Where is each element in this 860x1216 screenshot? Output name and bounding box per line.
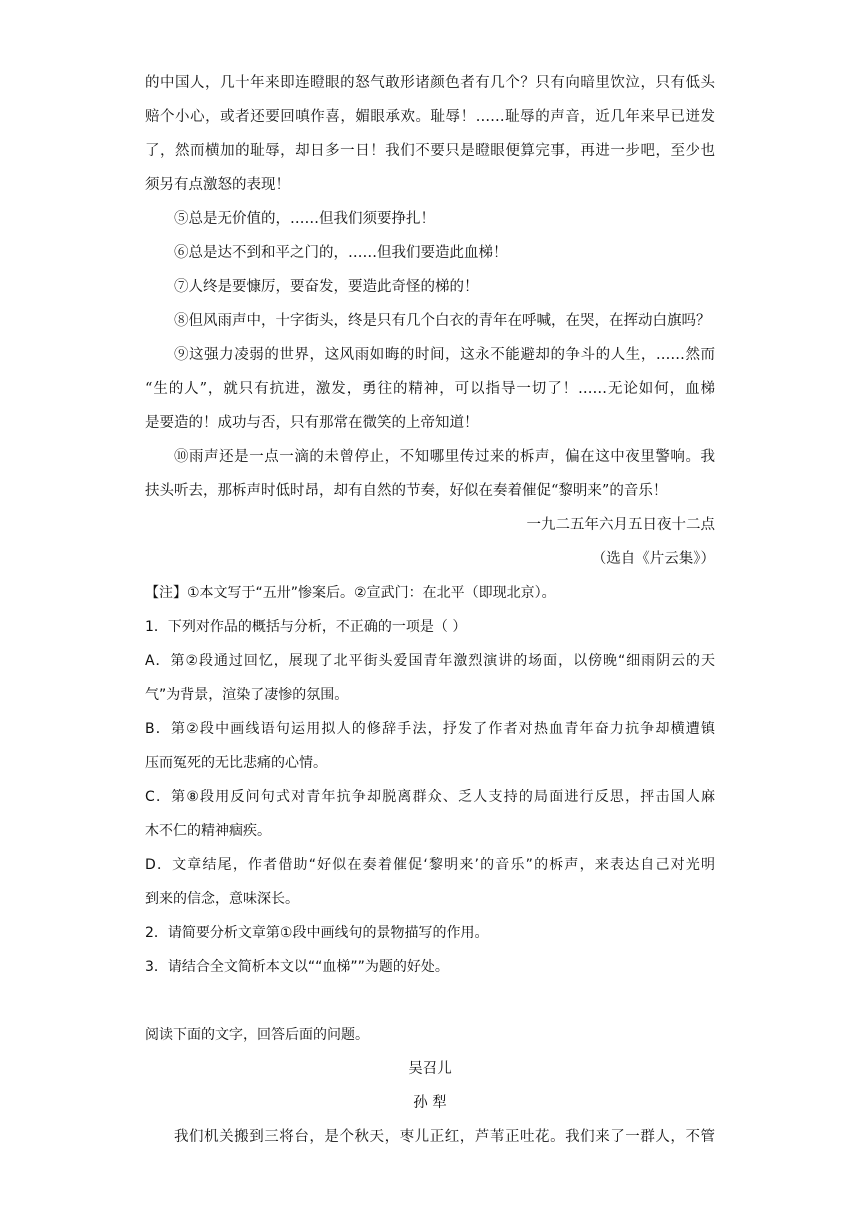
essay-date: 一九二五年六月五日夜十二点 <box>526 517 715 533</box>
document-page <box>145 66 715 1154</box>
story-title: 吴召儿 <box>408 1061 452 1077</box>
paragraph-10-line-1: ⑩雨声还是一点一滴的未曾停止，不知哪里传过来的柝声，偏在这中夜里警响。我 <box>174 449 715 465</box>
paragraph-9-line-2: “生的人”，就只有抗进，激发，勇往的精神，可以指导一切了！……无论如何，血梯 <box>145 381 715 397</box>
option-a-line-2: 气”为背景，渲染了凄惨的氛围。 <box>145 687 349 703</box>
footnote: 【注】①本文写于“五卅”惨案后。②宣武门：在北平（即现北京）。 <box>145 585 556 601</box>
question-2: 2．请简要分析文章第①段中画线句的景物描写的作用。 <box>145 925 489 941</box>
paragraph-8: ⑧但风雨声中，十字街头，终是只有几个白衣的青年在呼喊，在哭，在挥动白旗吗？ <box>174 313 711 329</box>
option-b-line-1: B．第②段中画线语句运用拟人的修辞手法，抒发了作者对热血青年奋力抗争却横遭镇 <box>145 721 715 737</box>
question-3: 3．请结合全文简析本文以““血梯””为题的好处。 <box>145 959 449 975</box>
essay-line-3: 了，然而横加的耻辱，却日多一日！我们不要只是瞪眼便算完事，再进一步吧，至少也 <box>145 143 715 159</box>
paragraph-5: ⑤总是无价值的，……但我们须要挣扎！ <box>174 211 435 227</box>
paragraph-7: ⑦人终是要慷厉，要奋发，要造此奇怪的梯的！ <box>174 279 479 295</box>
essay-line-4: 须另有点激怒的表现！ <box>145 177 290 193</box>
option-c-line-1: C．第⑧段用反问句式对青年抗争却脱离群众、乏人支持的局面进行反思，抨击国人麻 <box>145 789 715 805</box>
paragraph-9-line-3: 是要造的！成功与否，只有那常在微笑的上帝知道！ <box>145 415 479 431</box>
story-first-line: 我们机关搬到三将台，是个秋天，枣儿正红，芦苇正吐花。我们来了一群人，不管 <box>174 1129 715 1145</box>
paragraph-6: ⑥总是达不到和平之门的，……但我们要造此血梯！ <box>174 245 508 261</box>
option-b-line-2: 压而冤死的无比悲痛的心情。 <box>145 755 327 771</box>
option-d-line-1: D．文章结尾，作者借助“好似在奏着催促‘黎明来’的音乐”的柝声，来表达自己对光明 <box>145 857 715 873</box>
essay-line-2: 赔个小心，或者还要回嗔作喜，媚眼承欢。耻辱！……耻辱的声音，近几年来早已迸发 <box>145 109 715 125</box>
option-a-line-1: A．第②段通过回忆，展现了北平街头爱国青年激烈演讲的场面，以傍晚“细雨阴云的天 <box>145 653 715 669</box>
paragraph-10-line-2: 扶头听去，那柝声时低时昂，却有自然的节奏，好似在奏着催促“黎明来”的音乐！ <box>145 483 668 499</box>
essay-source: （选自《片云集》） <box>591 551 715 567</box>
paragraph-9-line-1: ⑨这强力凌弱的世界，这风雨如晦的时间，这永不能避却的争斗的人生，……然而 <box>174 347 715 363</box>
option-d-line-2: 到来的信念，意味深长。 <box>145 891 299 907</box>
reading-instruction: 阅读下面的文字，回答后面的问题。 <box>145 1027 369 1043</box>
question-1: 1．下列对作品的概括与分析，不正确的一项是（ ） <box>145 619 467 635</box>
option-c-line-2: 木不仁的精神痼疾。 <box>145 823 271 839</box>
story-author: 孙 犁 <box>413 1095 447 1111</box>
section-gap <box>145 984 715 1018</box>
essay-line-1: 的中国人，几十年来即连瞪眼的怒气敢形诸颜色者有几个？只有向暗里饮泣，只有低头 <box>145 75 715 91</box>
